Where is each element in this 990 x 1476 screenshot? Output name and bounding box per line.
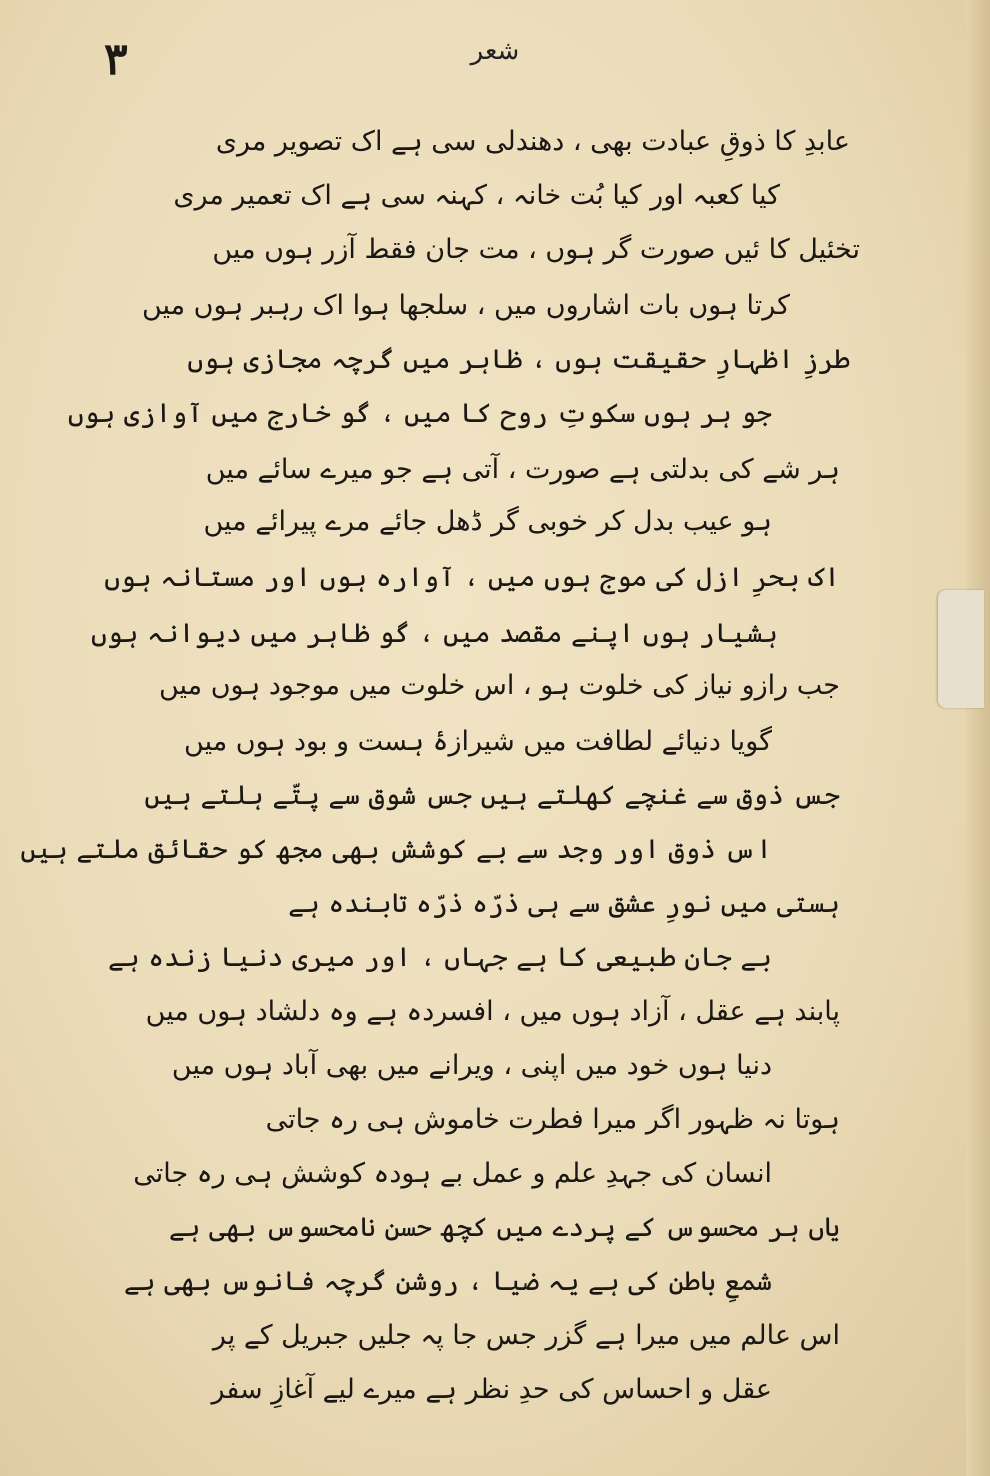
verse-line: عابدِ کا ذوقِ عبادت بھی ، دھندلی سی ہے اک تصویر مری bbox=[215, 126, 850, 157]
verse-line: اس عالم میں میرا ہے گزر جس جا پہ جلیں جبریل کے پر bbox=[212, 1320, 840, 1351]
verse-line: کرتا ہوں بات اشاروں میں ، سلجھا ہوا اک رہبر ہوں میں bbox=[141, 290, 790, 321]
verse-line: کیا کعبہ اور کیا بُت خانہ ، کہنہ سی ہے اک تعمیر مری bbox=[173, 180, 780, 211]
verse-line: عقل و احساس کی حدِ نظر ہے میرے لیے آغازِ سفر bbox=[211, 1374, 772, 1405]
paper-tab bbox=[938, 590, 984, 708]
verse-line: انسان کی جہدِ علم و عمل بے ہودہ کوشش ہی رہ جاتی bbox=[133, 1158, 772, 1189]
verse-line: جب رازو نیاز کی خلوت ہو ، اس خلوت میں موجود ہوں میں bbox=[158, 670, 840, 701]
verse-line: تخئیل کا ئیں صورت گر ہوں ، مت جان فقط آزر ہوں میں bbox=[212, 234, 860, 265]
verse-line: جو ہر ہوں سکوتِ روح کا میں ، گو خارج میں آوازی ہوں bbox=[67, 398, 772, 429]
page-edge bbox=[966, 0, 990, 1476]
verse-line: جس ذوق سے غنچے کھلتے ہیں جس شوق سے پتّے ہلتے ہیں bbox=[144, 780, 840, 811]
verse-line: شمعِ باطن کی ہے یہ ضیا ، روشن گرچہ فانوس بھی ہے bbox=[123, 1266, 772, 1297]
verse-line: ہوتا نہ ظہور اگر میرا فطرت خاموش ہی رہ جاتی bbox=[265, 1104, 840, 1135]
verse-line: بے جان طبیعی کا ہے جہاں ، اور میری دنیا زندہ ہے bbox=[108, 942, 772, 973]
verse-line: یاں ہر محسوس کے پردے میں کچھ حسنِ نامحسوس بھی ہے bbox=[168, 1212, 840, 1243]
page-number: ۳ bbox=[104, 34, 128, 85]
verse-line: گویا دنیائے لطافت میں شیرازۂ ہست و بود ہوں میں bbox=[184, 726, 772, 757]
verse-line: اک بحرِ ازل کی موج ہوں میں ، آوارہ ہوں اور مستانہ ہوں bbox=[104, 562, 840, 593]
verse-line: دنیا ہوں خود میں اپنی ، ویرانے میں بھی آباد ہوں میں bbox=[171, 1050, 772, 1081]
verse-line: اس ذوق اور وجد سے بے کوشش بھی مجھ کو حقائق ملتے ہیں bbox=[20, 834, 772, 865]
page-header: شعر bbox=[470, 36, 520, 66]
verse-line: پابند ہے عقل ، آزاد ہوں میں ، افسردہ ہے وہ دلشاد ہوں میں bbox=[145, 996, 840, 1027]
verse-line: طرزِ اظہارِ حقیقت ہوں ، ظاہر میں گرچہ مجازی ہوں bbox=[187, 344, 850, 375]
verse-line: ہشیار ہوں اپنے مقصد میں ، گو ظاہر میں دیوانہ ہوں bbox=[91, 618, 778, 649]
verse-line: ہر شے کی بدلتی ہے صورت ، آتی ہے جو میرے سائے میں bbox=[205, 454, 840, 485]
verse-line: ہو عیب بدل کر خوبی گر ڈھل جائے مرے پیرائے میں bbox=[203, 506, 772, 537]
verse-line: ہستی میں نورِ عشق سے ہی ذرّہ ذرّہ تابندہ ہے bbox=[288, 888, 840, 919]
